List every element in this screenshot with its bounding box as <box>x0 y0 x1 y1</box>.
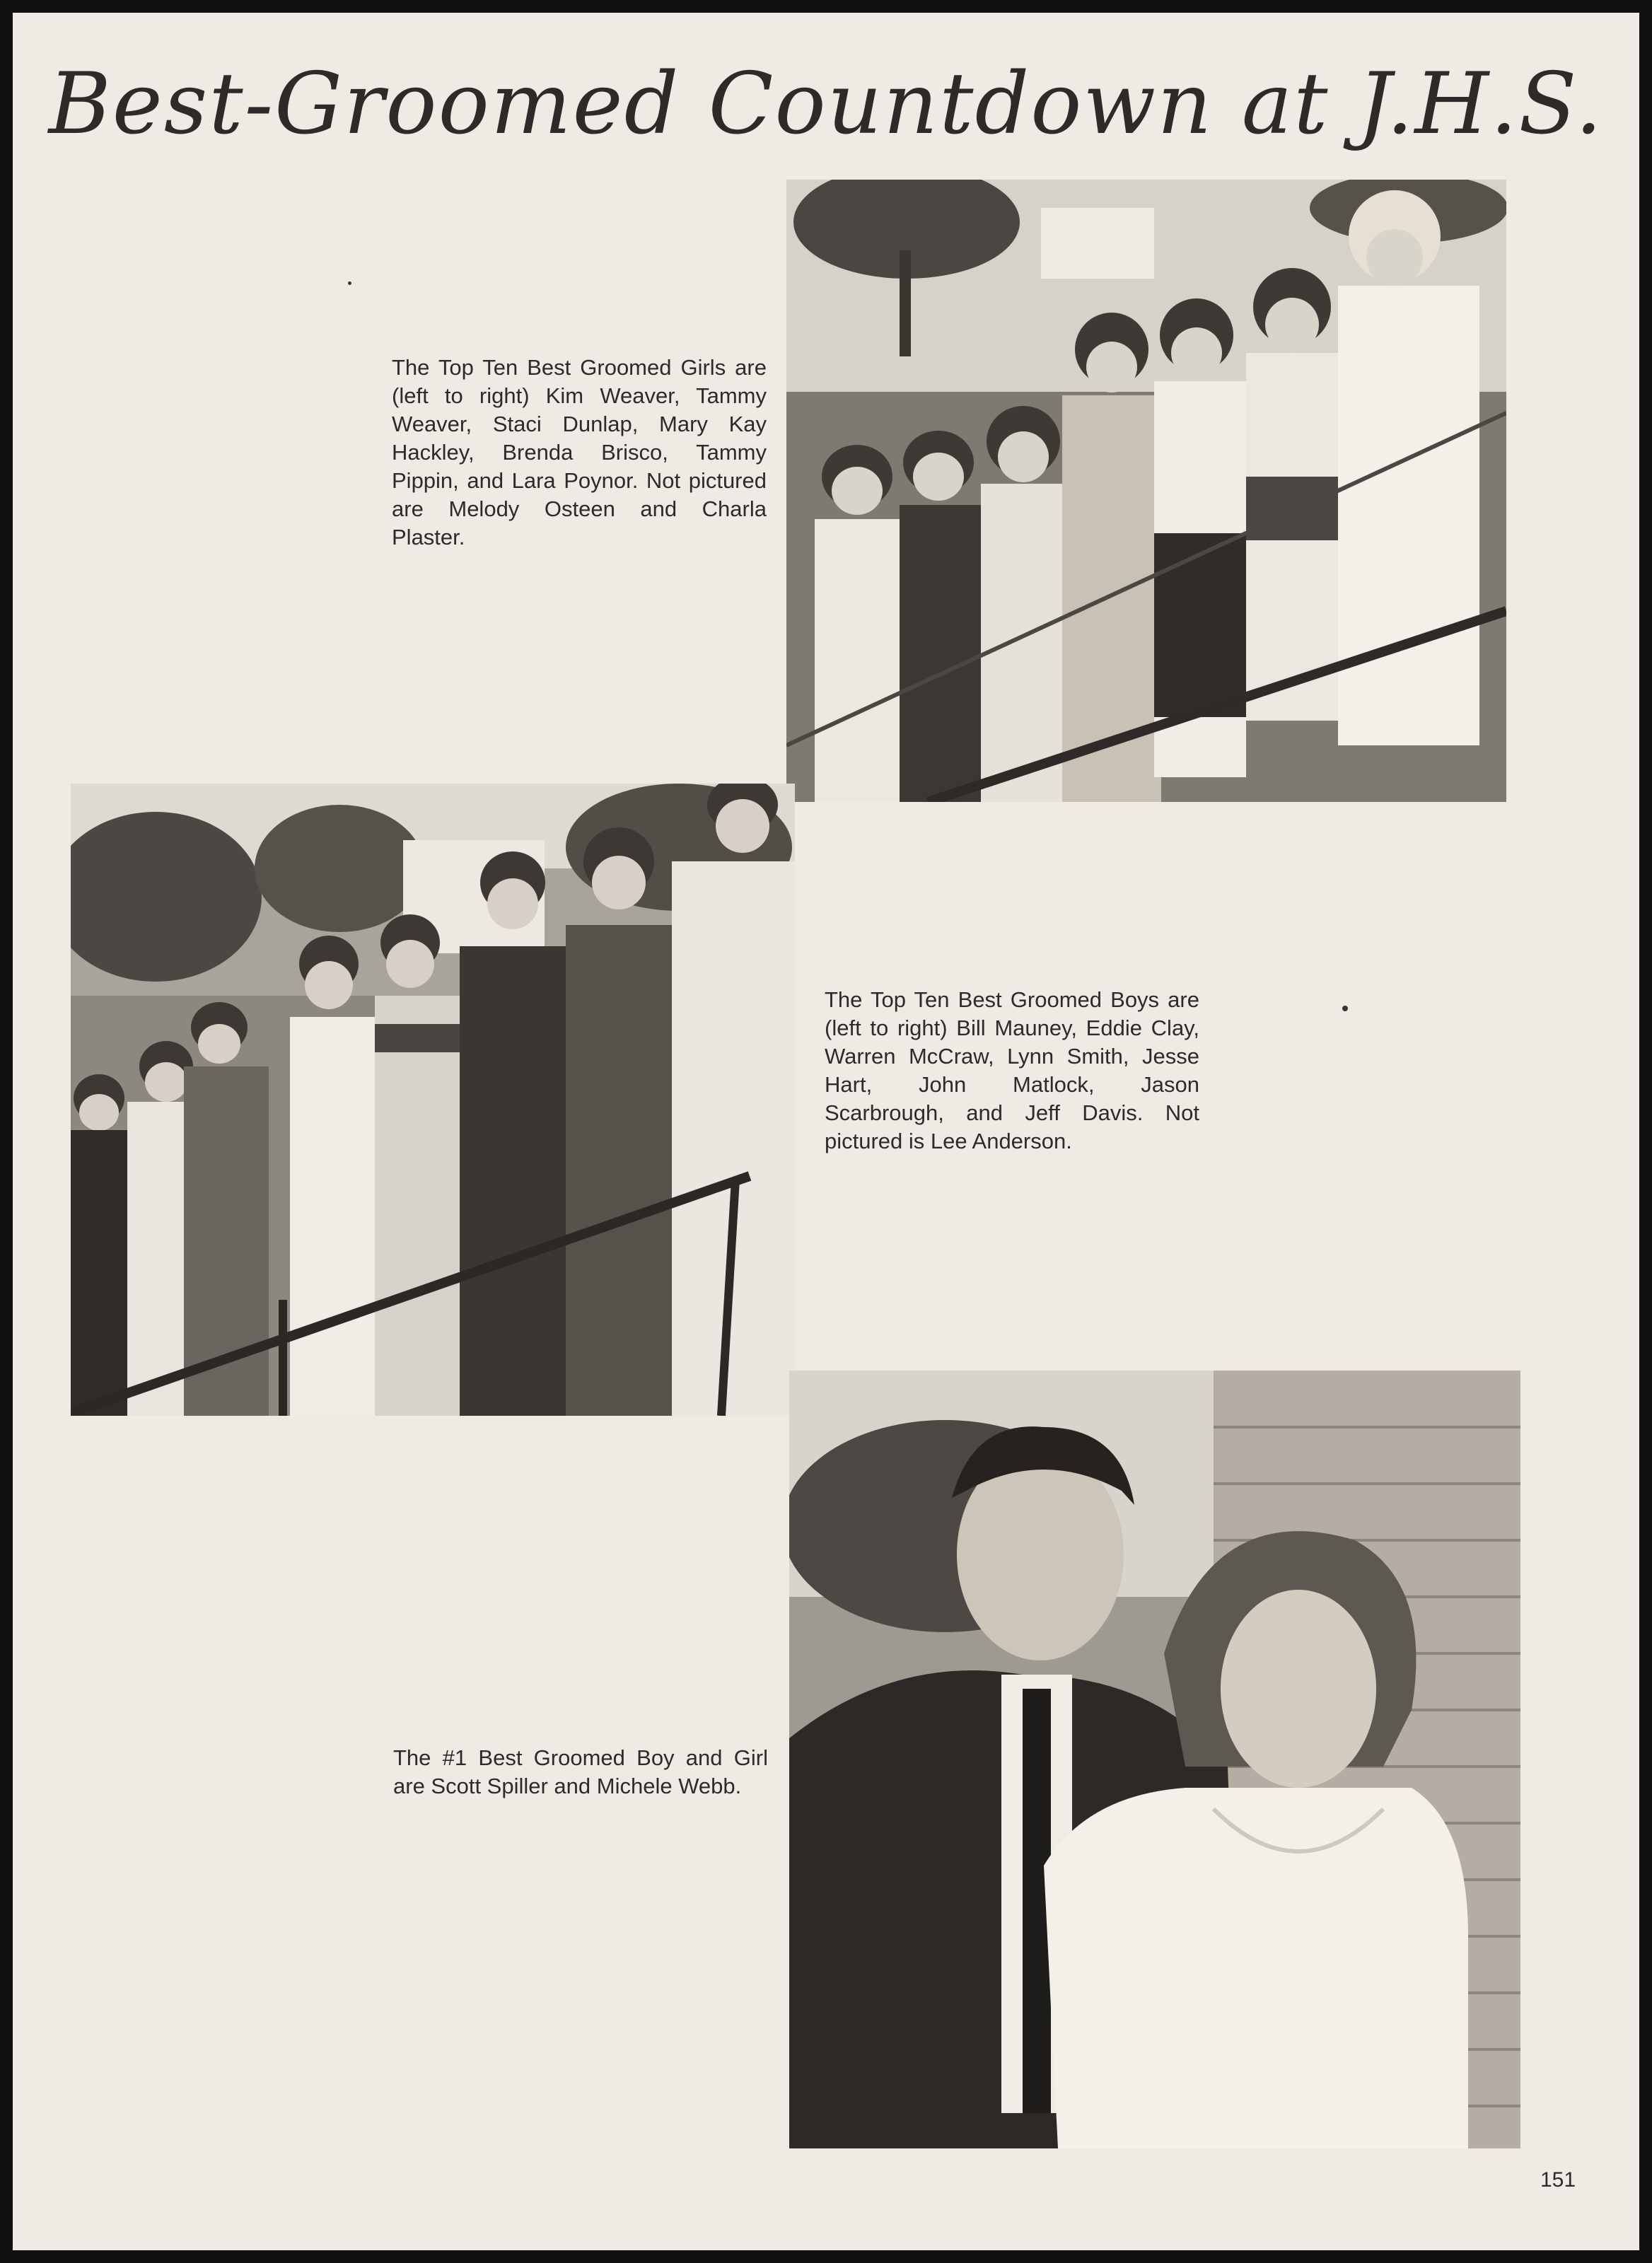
girls-group-photo <box>786 180 1506 802</box>
girls-caption: The Top Ten Best Groomed Girls are (left to right) Kim Weaver, Tammy Weaver, Staci Dunlap, Mary Kay Hackley, Brenda Brisco, Tammy Pippin, and Lara Poynor. Not pictured are Melody Osteen and Charla Plaster. <box>392 355 767 549</box>
print-speck <box>1342 1006 1348 1011</box>
winners-portrait-photo <box>789 1371 1520 2148</box>
print-speck <box>348 281 351 285</box>
page-number: 151 <box>1540 2168 1576 2192</box>
winners-caption: The #1 Best Groomed Boy and Girl are Scott Spiller and Michele Webb. <box>393 1745 768 1798</box>
boys-group-photo <box>71 784 795 1416</box>
page-title: Best-Groomed Countdown at J.H.S. <box>48 55 1604 153</box>
yearbook-page <box>13 13 1639 2250</box>
boys-caption: The Top Ten Best Groomed Boys are (left to right) Bill Mauney, Eddie Clay, Warren McCraw, Lynn Smith, Jesse Hart, John Matlock, Jason Scarbrough, and Jeff Davis. Not pictured is Lee Anderson. <box>825 987 1199 1153</box>
